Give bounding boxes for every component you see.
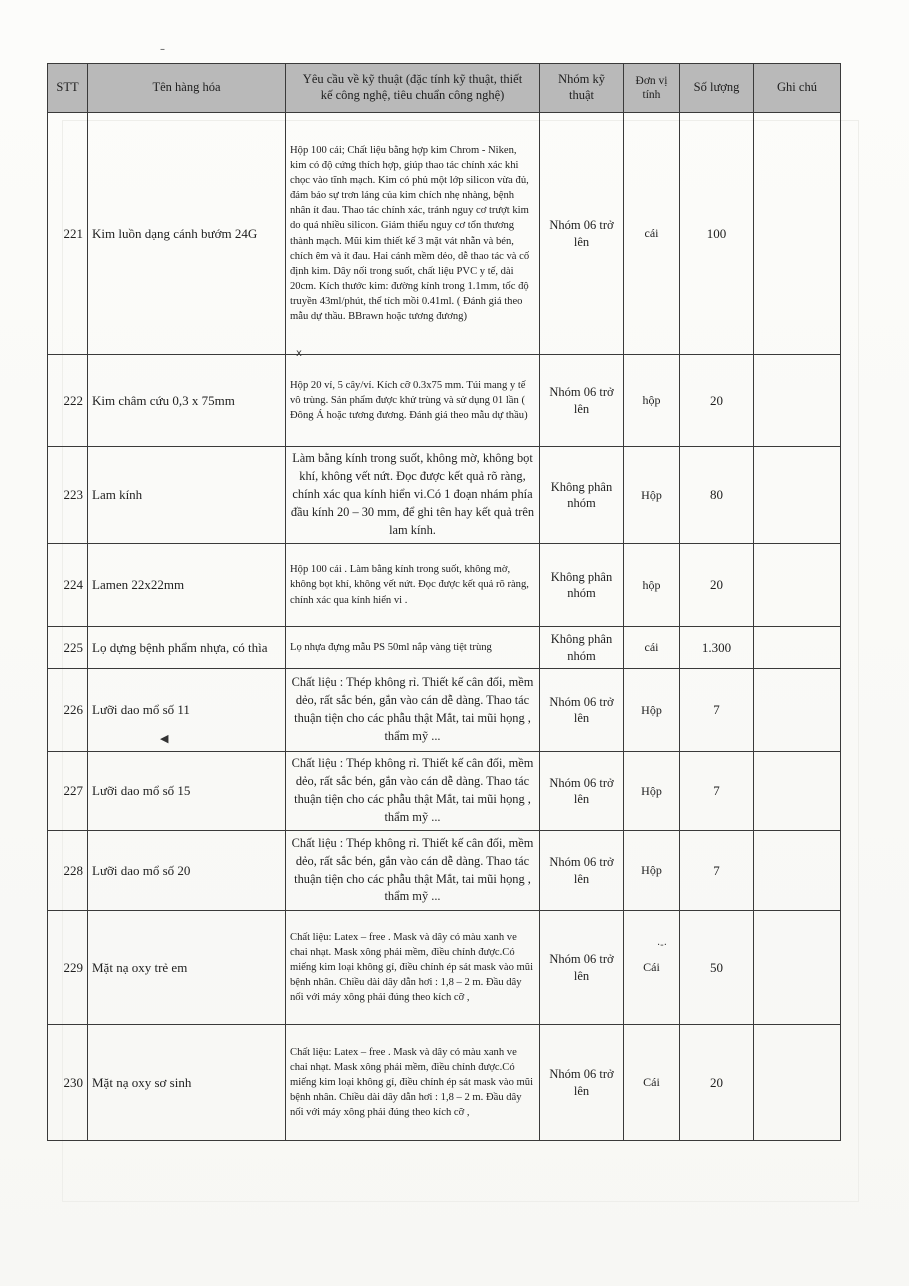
table-row — [48, 544, 841, 627]
header-name: Tên hàng hóa — [88, 64, 286, 113]
goods-table — [47, 63, 841, 1141]
header-stt: STT — [48, 64, 88, 113]
row-note — [754, 447, 841, 544]
row-unit: Cái — [624, 1025, 680, 1141]
scan-speck: x — [296, 348, 302, 359]
row-stt: 224 — [48, 544, 88, 627]
header-unit: Đơn vị tính — [624, 64, 680, 113]
row-spec: Lọ nhựa đựng mẫu PS 50ml nắp vàng tiệt trùng — [286, 627, 540, 669]
row-unit: Hộp — [624, 447, 680, 544]
row-spec: Chất liệu : Thép không rỉ. Thiết kế cân đối, mềm dẻo, rất sắc bén, gắn vào cán dễ dàng. Thao tác thuận tiện cho các phẫu thật Mắt, tai mũi họng , thẩm mỹ ... — [286, 831, 540, 911]
row-group: Nhóm 06 trở lên — [540, 1025, 624, 1141]
row-note — [754, 355, 841, 447]
row-name: Lưỡi dao mổ số 20 — [88, 831, 286, 911]
row-qty: 7 — [680, 669, 754, 752]
row-unit: cái — [624, 627, 680, 669]
row-unit: Hộp — [624, 752, 680, 831]
row-spec: Hộp 100 cái . Làm bằng kính trong suốt, không mờ, không bọt khí, không vết nứt. Đọc được kết quả rõ ràng, chính xác qua kính hiển vi . — [286, 544, 540, 627]
row-name: Lưỡi dao mổ số 11 — [88, 669, 286, 752]
row-stt: 228 — [48, 831, 88, 911]
row-spec: Hộp 20 vỉ, 5 cây/vỉ. Kích cỡ 0.3x75 mm. Túi mang y tế vô trùng. Sản phẩm được khử trùng và sử dụng 01 lần ( Đông Á hoặc tương đương. Đánh giá theo mẫu dự thầu) — [286, 355, 540, 447]
table-row — [48, 1025, 841, 1141]
row-qty: 1.300 — [680, 627, 754, 669]
row-qty: 7 — [680, 831, 754, 911]
row-spec: Chất liệu : Thép không rỉ. Thiết kế cân đối, mềm dẻo, rất sắc bén, gắn vào cán dễ dàng. Thao tác thuận tiện cho các phẫu thật Mắt, tai mũi họng , thẩm mỹ ... — [286, 669, 540, 752]
row-name: Lọ dựng bệnh phẩm nhựa, có thìa — [88, 627, 286, 669]
table-row — [48, 627, 841, 669]
row-group: Nhóm 06 trở lên — [540, 831, 624, 911]
row-stt: 221 — [48, 113, 88, 355]
header-qty: Số lượng — [680, 64, 754, 113]
row-name: Lưỡi dao mổ số 15 — [88, 752, 286, 831]
row-stt: 229 — [48, 911, 88, 1025]
row-note — [754, 627, 841, 669]
row-qty: 20 — [680, 1025, 754, 1141]
row-note — [754, 1025, 841, 1141]
row-name: Lam kính — [88, 447, 286, 544]
row-name: Lamen 22x22mm — [88, 544, 286, 627]
row-name: Mặt nạ oxy sơ sinh — [88, 1025, 286, 1141]
row-note — [754, 752, 841, 831]
row-spec: Hộp 100 cái; Chất liệu bằng hợp kim Chrom - Niken, kim có độ cứng thích hợp, giúp thao tác chính xác khi chọc vào tĩnh mạch. Kim có phủ một lớp silicon vừa đủ, đảm bảo sự trơn láng của kim chích nhẹ nhàng, bệnh nhân ít đau. Thao tác chính xác, tránh nguy cơ trượt kim do quá nhiều silicon. Giảm thiểu nguy cơ tổn thương thành mạch. Mũi kim thiết kế 3 mặt vát nhẵn và bén, chích êm và ít đau. Hai cánh mềm dẻo, dễ thao tác và cố định kim. Dây nối trong suốt, chất liệu PVC y tế, dài 20cm. Kích thước kim: đường kính trong 1.1mm, tốc độ truyền 43ml/phút, thể tích mồi 0.41ml. ( Đánh giá theo mẫu dự thầu. BBrawn hoặc tương đương) — [286, 113, 540, 355]
row-unit: hộp — [624, 355, 680, 447]
row-stt: 227 — [48, 752, 88, 831]
row-unit: Hộp — [624, 831, 680, 911]
row-spec: Chất liệu: Latex – free . Mask và dây có màu xanh ve chai nhạt. Mask xông phải mềm, điều chỉnh được.Có miếng kim loại không gỉ, điều chỉnh ép sát mask vào mũi bệnh nhân. Chiều dài dây dẫn hơi : 1,8 – 2 m. Đầu dây nối với máy xông phải đúng theo kích cỡ , — [286, 1025, 540, 1141]
table-row — [48, 911, 841, 1025]
row-group: Nhóm 06 trở lên — [540, 911, 624, 1025]
table-row — [48, 113, 841, 355]
row-unit: cái — [624, 113, 680, 355]
header-row — [48, 64, 841, 113]
row-qty: 80 — [680, 447, 754, 544]
row-qty: 20 — [680, 544, 754, 627]
scan-speck: ◀ — [160, 732, 169, 745]
header-note: Ghi chú — [754, 64, 841, 113]
row-group: Không phân nhóm — [540, 447, 624, 544]
row-stt: 223 — [48, 447, 88, 544]
row-name: Kim luồn dạng cánh bướm 24G — [88, 113, 286, 355]
row-qty: 100 — [680, 113, 754, 355]
table-body — [48, 113, 841, 1141]
scan-speck: ·-· — [657, 940, 667, 951]
row-qty: 20 — [680, 355, 754, 447]
row-spec: Chất liệu : Thép không rỉ. Thiết kế cân đối, mềm dẻo, rất sắc bén, gắn vào cán dễ dàng. Thao tác thuận tiện cho các phẫu thật Mắt, tai mũi họng , thẩm mỹ ... — [286, 752, 540, 831]
row-stt: 226 — [48, 669, 88, 752]
row-qty: 7 — [680, 752, 754, 831]
table-row — [48, 831, 841, 911]
row-stt: 225 — [48, 627, 88, 669]
table-row — [48, 447, 841, 544]
row-spec: Làm bằng kính trong suốt, không mờ, không bọt khí, không vết nứt. Đọc được kết quả rõ ràng, chính xác qua kính hiển vi.Có 1 đoạn nhám phía đầu kính 20 – 30 mm, để ghi tên hay kết quả trên lam kính. — [286, 447, 540, 544]
row-group: Nhóm 06 trở lên — [540, 355, 624, 447]
row-group: Nhóm 06 trở lên — [540, 113, 624, 355]
row-group: Không phân nhóm — [540, 627, 624, 669]
row-note — [754, 911, 841, 1025]
row-unit: Hộp — [624, 669, 680, 752]
row-group: Nhóm 06 trở lên — [540, 752, 624, 831]
row-spec: Chất liệu: Latex – free . Mask và dây có màu xanh ve chai nhạt. Mask xông phải mềm, điều chỉnh được.Có miếng kim loại không gỉ, điều chỉnh ép sát mask vào mũi bệnh nhân. Chiều dài dây dẫn hơi : 1,8 – 2 m. Đầu dây nối với máy xông phải đúng theo kích cỡ , — [286, 911, 540, 1025]
row-unit: hộp — [624, 544, 680, 627]
table-row — [48, 355, 841, 447]
row-qty: 50 — [680, 911, 754, 1025]
row-name: Mặt nạ oxy trẻ em — [88, 911, 286, 1025]
scan-speck: – — [160, 44, 165, 55]
row-note — [754, 544, 841, 627]
row-name: Kim châm cứu 0,3 x 75mm — [88, 355, 286, 447]
row-group: Không phân nhóm — [540, 544, 624, 627]
table-row — [48, 752, 841, 831]
row-note — [754, 831, 841, 911]
row-stt: 222 — [48, 355, 88, 447]
header-spec: Yêu cầu về kỹ thuật (đặc tính kỹ thuật, thiết kế công nghệ, tiêu chuẩn công nghệ) — [286, 64, 540, 113]
row-note — [754, 669, 841, 752]
row-stt: 230 — [48, 1025, 88, 1141]
row-group: Nhóm 06 trở lên — [540, 669, 624, 752]
row-unit: Cái — [624, 911, 680, 1025]
table-header — [48, 64, 841, 113]
header-group: Nhóm kỹ thuật — [540, 64, 624, 113]
row-note — [754, 113, 841, 355]
